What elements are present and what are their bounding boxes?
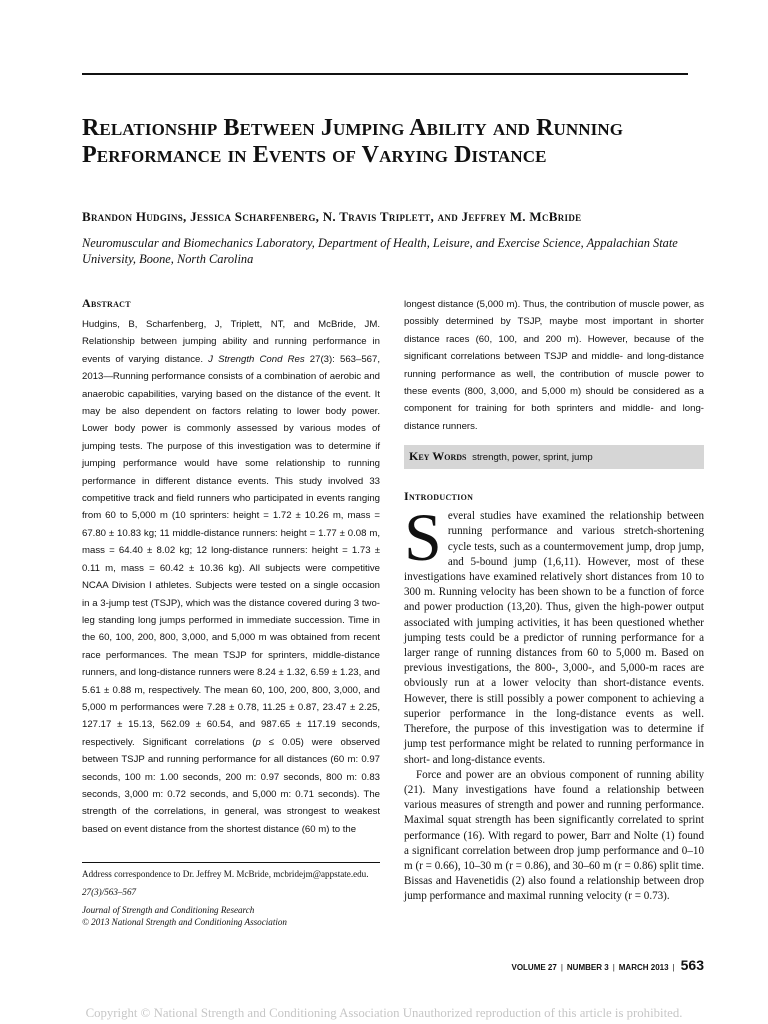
top-rule (82, 73, 688, 75)
correspondence-note: Address correspondence to Dr. Jeffrey M. McBride, mcbridejm@appstate.edu. (82, 869, 369, 879)
abstract-text-part: ≤ 0.05) were observed between TSJP and running performance for all distances (60 m: 0.97 seconds, 100 m: 1.00 seconds, 200 m: 0.97 seconds, 800 m: 0.83 seconds, 3,000 m: 0.72 seconds, and 5,000 m: 0.71 seconds). The strength of the correlations, in general, was strongest to weakest based on event distance from the shortest distance (60 m) to the (82, 736, 380, 835)
intro-paragraph-1 (404, 499, 704, 767)
journal-copyright: © 2013 National Strength and Conditioning Association (82, 917, 287, 928)
copyright-notice: Copyright © National Strength and Conditioning Association Unauthorized reproduction of this article is prohibited. (85, 1006, 683, 1020)
footer-separator: | (612, 963, 615, 972)
journal-abbrev: J Strength Cond Res (208, 353, 305, 365)
right-column (404, 296, 704, 905)
journal-name: Journal of Strength and Conditioning Research (82, 904, 255, 915)
article-title: Relationship Between Jumping Ability and Running Performance in Events of Varying Distance (82, 115, 624, 168)
volume-label: VOLUME 27 (511, 963, 557, 972)
abstract-text-part: Hudgins, B, Scharfenberg, J, Triplett, NT, and McBride, JM. Relationship between jumping ability and running performance in events of varying distance. (82, 319, 380, 365)
footnote-rule (82, 862, 380, 863)
issue-number: NUMBER 3 (566, 963, 609, 972)
footnotes (82, 868, 380, 929)
abstract-heading: Abstract (82, 296, 131, 310)
drop-cap: S (404, 499, 442, 576)
issue-date: MARCH 2013 (618, 963, 669, 972)
abstract-text (82, 316, 380, 838)
introduction-heading: Introduction (404, 489, 474, 504)
page-footer (511, 957, 704, 973)
author-list: Brandon Hudgins, Jessica Scharfenberg, N. Travis Triplett, and Jeffrey M. McBride (82, 209, 582, 224)
abstract-continued: longest distance (5,000 m). Thus, the contribution of muscle power, as possibly determined by TSJP, maybe most important in shorter distance races (60, 100, and 200 m). However, because of the significant correlations between TSJP and middle- and long-distance running performance as well, the contribution of muscle power to these events (800, 3,000, and 5,000 m) should be considered as a component for training for both sprinters and middle- and long-distance runners. (404, 299, 704, 432)
intro-paragraph-1-text: everal studies have examined the relationship between running performance and various stretch-shortening cycle tests, such as a countermovement jump, drop jump, and 5-bound jump (1,6,11). However, most of these investigations have examined relatively short distances from 10 to 300 m. Running velocity has been shown to be a function of force and power production (13,20). Thus, given the high-power output associated with jumping activities, it has been questioned whether jumping tests could be a predictor of running performance for a larger range of running distances from 60 to 5,000 m. Based on previous investigations, the 800-, 3,000-, and 5,000-m races are obviously run at a lower velocity than short-distance events. However, there is still possibly a power component to achieving a superior performance in the long-distance events as well. Therefore, the purpose of this investigation was to determine if jump test performance might be related to running performance in short- and long-distance events. (404, 510, 704, 766)
keywords-box (404, 445, 704, 469)
affiliation: Neuromuscular and Biomechanics Laboratory, Department of Health, Leisure, and Exercise Science, Appalachian State University, Boone, North Carolina (82, 236, 678, 266)
keywords-text: strength, power, sprint, jump (472, 452, 593, 464)
left-column (82, 296, 380, 838)
keywords-label: Key Words (409, 449, 467, 464)
footer-separator: | (560, 963, 563, 972)
abstract-text-part: 27(3): 563–567, 2013—Running performance consists of a combination of aerobic and anaerobic capabilities, varying based on the distance of the event. It may be also dependent on factors relating to lower body power. Lower body power is commonly assessed by various modes of jumping tests. The purpose of this investigation was to determine if jumping performance would have some relationship to running performance in different distance events. This study involved 33 competitive track and field runners who participated in events ranging from 60 to 5,000 m (10 sprinters: height = 1.72 ± 10.26 m, mass = 67.80 ± 10.83 kg; 11 middle-distance runners: height = 1.77 ± 0.08 m, mass = 64.40 ± 8.02 kg; 12 long-distance runners: height = 1.73 ± 0.11 m, mass = 60.42 ± 10.36 kg). All subjects were competitive NCAA Division I athletes. Subjects were tested on a single occasion in a 3-jump test (TSJP), which was the distance covered during 3 two-leg standing long jumps performed in immediate succession. Time in the 60, 100, 200, 800, 3,000, and 5,000 m was obtained from recent race performances. The mean TSJP for sprinters, middle-distance runners, and long-distance runners were 8.24 ± 1.32, 6.59 ± 1.23, and 5.61 ± 0.88 m, respectively. The mean 60, 100, 200, 800, 3,000, and 5,000 m performances were 7.28 ± 0.78, 11.25 ± 0.87, 23.47 ± 2.25, 127.17 ± 15.13, 562.09 ± 60.54, and 987.65 ± 117.19 seconds, respectively. Significant correlations ( (82, 353, 380, 748)
footer-separator: | (672, 963, 675, 972)
citation-note: 27(3)/563–567 (82, 887, 137, 898)
page-number: 563 (680, 957, 704, 973)
p-symbol: p (255, 736, 261, 748)
intro-paragraph-2: Force and power are an obvious component of running ability (21). Many investigations have found a relationship between various measures of strength and power and running performance. Maximal squat strength has been significantly correlated to sprint performance (16). With regard to power, Barr and Nolte (1) found a significant correlation between drop jump performance and 0–10 m (r = 0.66), 10–30 m (r = 0.86), and 30–60 m (r = 0.86) split time. Bissas and Havenetidis (2) also found a relationship between drop jump performance and maximal running velocity (r = 0.73). (404, 768, 704, 903)
